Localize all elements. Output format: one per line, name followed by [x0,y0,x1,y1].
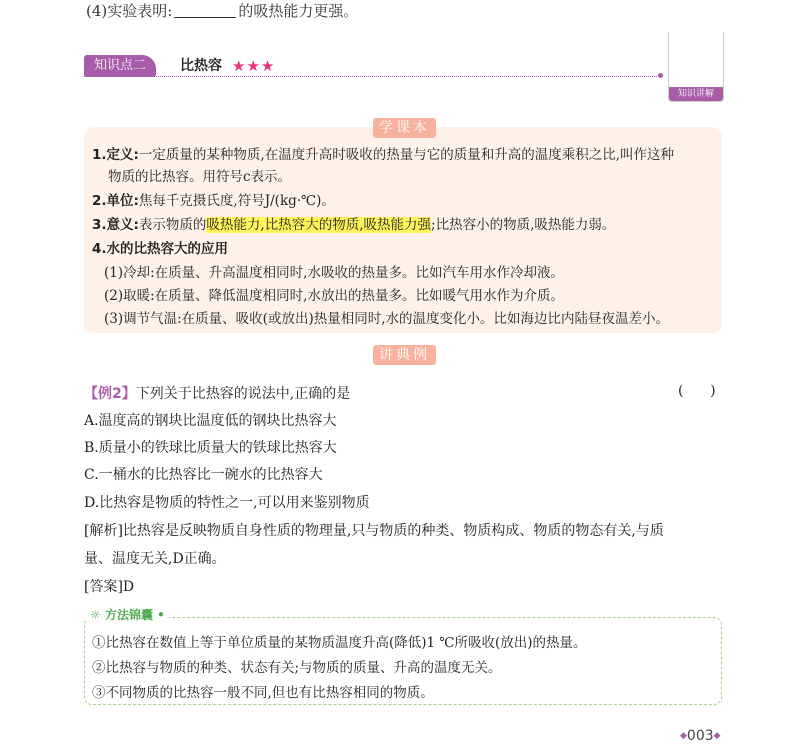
side-tab[interactable] [668,32,724,102]
lightbulb-icon: ☼ [90,608,105,622]
knowledge-point-tag: 知识点二 [84,55,156,77]
header-line-end-dot [658,73,663,78]
definition-heading: 1.定义: [92,147,139,163]
answer-line: [答案]D [84,579,135,595]
method-tip-2: ②比热容与物质的种类、状态有关;与物质的质量、升高的温度无关。 [92,660,502,676]
diamond-left-icon: ◆ [680,731,687,741]
application-item-1: (1)冷却:在质量、升高温度相同时,水吸收的热量多。比如汽车用水作冷却液。 [104,265,564,281]
method-tip-3: ③不同物质的比热容一般不同,但也有比热容相同的物质。 [92,685,434,701]
answer-parentheses: ( ) [678,383,716,399]
definition-line-1 [92,143,674,163]
option-a: A.温度高的钢块比温度低的钢块比热容大 [84,413,337,429]
application-item-2: (2)取暖:在质量、降低温度相同时,水放出的热量多。比如暖气用水作为介质。 [104,288,564,304]
previous-question-prefix: (4)实验表明: [86,2,173,20]
method-tips-title [86,606,169,623]
option-b: B.质量小的铁球比质量大的铁球比热容大 [84,440,337,456]
previous-question-suffix: 的吸热能力更强。 [238,2,359,20]
meaning-line [92,213,615,233]
option-d: D.比热容是物质的特性之一,可以用来鉴别物质 [84,495,370,511]
analysis-line-2: 量、温度无关,D正确。 [84,551,226,567]
difficulty-stars: ★★★ [232,57,276,75]
header-dotted-line [84,76,659,77]
application-item-3: (3)调节气温:在质量、吸收(或放出)热量相同时,水的温度变化小。比如海边比内陆昼夜温差小。 [104,311,669,327]
method-title-dot: • [152,608,165,622]
side-tab-label: 知识讲解 [669,87,723,101]
method-tips-title-text: 方法锦囊 [104,608,153,622]
meaning-post: ;比热容小的物质,吸热能力弱。 [431,217,616,233]
application-heading [92,237,228,257]
previous-question-line [86,0,358,21]
page-number [680,728,721,744]
unit-heading: 2.单位: [92,193,139,209]
application-heading-text: 4.水的比热容大的应用 [92,241,229,257]
learn-textbook-label: 学课本 [373,118,436,138]
example-question [84,383,350,403]
diamond-right-icon: ◆ [713,731,721,741]
analysis-line-1: [解析]比热容是反映物质自身性质的物理量,只与物质的种类、物质构成、物质的物态有关,与质 [84,523,664,539]
answer-blank [174,4,236,18]
highlight-separator: , [260,217,265,233]
knowledge-point-title: 比热容 [180,58,222,74]
meaning-pre: 表示物质的 [138,217,207,233]
example-tag: 【例2】 [84,386,136,402]
definition-text-1: 一定质量的某种物质,在温度升高时吸收的热量与它的质量和升高的温度乘积之比,叫作这种 [138,147,675,163]
definition-line-2: 物质的比热容。用符号c表示。 [108,169,292,185]
highlight-large-capacity: 比热容大的物质,吸热能力强 [264,217,432,233]
page-number-text: 003 [686,728,714,744]
unit-text: 焦每千克摄氏度,符号J/(kg·℃)。 [138,193,335,209]
option-c: C.一桶水的比热容比一碗水的比热容大 [84,467,323,483]
highlight-absorb-ability: 吸热能力 [206,217,261,233]
unit-line [92,189,335,209]
example-question-text: 下列关于比热容的说法中,正确的是 [135,386,351,402]
method-tip-1: ①比热容在数值上等于单位质量的某物质温度升高(降低)1 ℃所吸收(放出)的热量。 [92,635,587,651]
knowledge-point-header [84,55,664,79]
example-label: 讲典例 [373,345,436,365]
meaning-heading: 3.意义: [92,217,139,233]
